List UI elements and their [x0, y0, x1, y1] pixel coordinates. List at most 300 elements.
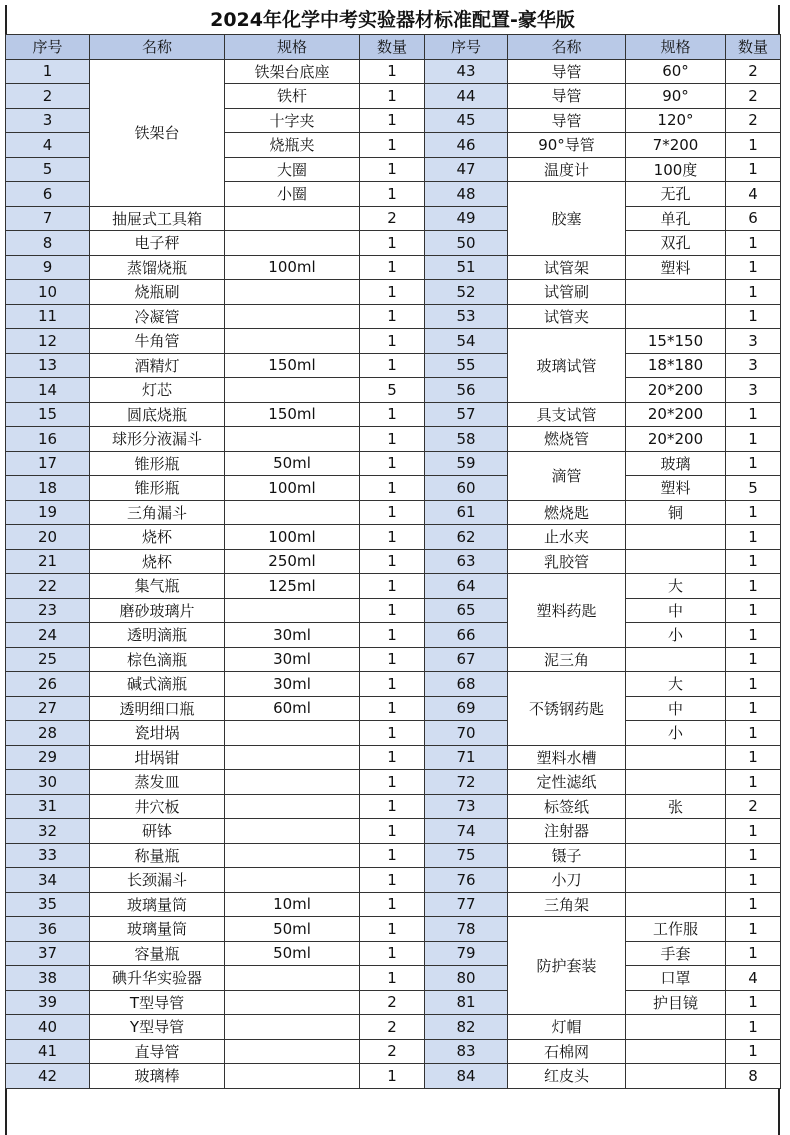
item-name: 坩埚钳 [90, 745, 225, 770]
item-spec: 烧瓶夹 [225, 133, 360, 158]
item-name: 滴管 [508, 451, 626, 500]
item-spec: 铁架台底座 [225, 59, 360, 84]
row-number: 82 [425, 1015, 508, 1040]
item-quantity: 1 [360, 231, 425, 256]
row-number: 50 [425, 231, 508, 256]
item-quantity: 1 [726, 623, 781, 648]
table-row [6, 941, 781, 966]
item-name: 锥形瓶 [90, 476, 225, 501]
item-name: 玻璃量筒 [90, 917, 225, 942]
item-name: 研钵 [90, 819, 225, 844]
table-row [6, 696, 781, 721]
item-name: 导管 [508, 108, 626, 133]
item-name: 燃烧管 [508, 427, 626, 452]
row-number: 67 [425, 647, 508, 672]
table-row [6, 1015, 781, 1040]
item-spec [225, 990, 360, 1015]
item-name: 冷凝管 [90, 304, 225, 329]
item-quantity: 4 [726, 966, 781, 991]
row-number: 19 [6, 500, 90, 525]
row-number: 63 [425, 549, 508, 574]
item-name: 棕色滴瓶 [90, 647, 225, 672]
item-quantity: 1 [726, 280, 781, 305]
item-name: 导管 [508, 59, 626, 84]
item-quantity: 1 [360, 182, 425, 207]
page-title: 2024年化学中考实验器材标准配置-豪华版 [210, 9, 575, 31]
table-row [6, 966, 781, 991]
item-spec [225, 206, 360, 231]
item-name: 红皮头 [508, 1064, 626, 1089]
item-spec [225, 427, 360, 452]
item-spec: 100度 [626, 157, 726, 182]
row-number: 29 [6, 745, 90, 770]
item-name: 透明细口瓶 [90, 696, 225, 721]
table-row [6, 745, 781, 770]
item-quantity: 1 [360, 525, 425, 550]
item-spec: 90° [626, 84, 726, 109]
item-spec [626, 770, 726, 795]
table-row [6, 353, 781, 378]
row-number: 24 [6, 623, 90, 648]
row-number: 32 [6, 819, 90, 844]
item-quantity: 1 [726, 304, 781, 329]
table-row [6, 868, 781, 893]
item-spec [225, 329, 360, 354]
row-number: 73 [425, 794, 508, 819]
item-spec: 250ml [225, 549, 360, 574]
row-number: 28 [6, 721, 90, 746]
item-quantity: 2 [726, 59, 781, 84]
item-spec: 15*150 [626, 329, 726, 354]
item-name: 标签纸 [508, 794, 626, 819]
item-spec: 30ml [225, 647, 360, 672]
item-quantity: 1 [360, 770, 425, 795]
item-quantity: 1 [726, 696, 781, 721]
item-quantity: 1 [360, 721, 425, 746]
item-name: 烧杯 [90, 525, 225, 550]
item-quantity: 1 [726, 1039, 781, 1064]
item-spec: 双孔 [626, 231, 726, 256]
row-number: 78 [425, 917, 508, 942]
item-name: 电子秤 [90, 231, 225, 256]
item-name: 导管 [508, 84, 626, 109]
item-name: 烧瓶刷 [90, 280, 225, 305]
row-number: 36 [6, 917, 90, 942]
row-number: 55 [425, 353, 508, 378]
item-quantity: 1 [360, 672, 425, 697]
item-quantity: 1 [360, 304, 425, 329]
item-spec [225, 1015, 360, 1040]
row-number: 59 [425, 451, 508, 476]
item-name: 具支试管 [508, 402, 626, 427]
item-spec: 大圈 [225, 157, 360, 182]
item-spec: 单孔 [626, 206, 726, 231]
table-row [6, 451, 781, 476]
table-row [6, 990, 781, 1015]
item-quantity: 1 [360, 500, 425, 525]
table-row [6, 329, 781, 354]
item-spec [626, 304, 726, 329]
item-name: 玻璃量筒 [90, 892, 225, 917]
item-quantity: 1 [726, 231, 781, 256]
table-row [6, 1039, 781, 1064]
item-name: 瓷坩埚 [90, 721, 225, 746]
item-spec: 塑料 [626, 255, 726, 280]
row-number: 27 [6, 696, 90, 721]
table-row [6, 721, 781, 746]
item-spec [626, 745, 726, 770]
item-quantity: 4 [726, 182, 781, 207]
item-spec: 20*200 [626, 402, 726, 427]
item-quantity: 1 [360, 280, 425, 305]
row-number: 7 [6, 206, 90, 231]
row-number: 33 [6, 843, 90, 868]
item-name: 试管刷 [508, 280, 626, 305]
item-name: 玻璃棒 [90, 1064, 225, 1089]
item-quantity: 1 [726, 525, 781, 550]
row-number: 42 [6, 1064, 90, 1089]
item-spec: 护目镜 [626, 990, 726, 1015]
item-quantity: 1 [726, 1015, 781, 1040]
row-number: 40 [6, 1015, 90, 1040]
item-spec [225, 770, 360, 795]
item-quantity: 1 [360, 966, 425, 991]
item-spec [626, 1015, 726, 1040]
row-number: 61 [425, 500, 508, 525]
row-number: 53 [425, 304, 508, 329]
item-quantity: 1 [726, 990, 781, 1015]
row-number: 76 [425, 868, 508, 893]
row-number: 21 [6, 549, 90, 574]
row-number: 66 [425, 623, 508, 648]
row-number: 22 [6, 574, 90, 599]
item-quantity: 1 [360, 574, 425, 599]
item-spec [225, 280, 360, 305]
item-spec: 铜 [626, 500, 726, 525]
table-row [6, 647, 781, 672]
item-name: 透明滴瓶 [90, 623, 225, 648]
table-row [6, 427, 781, 452]
item-name: 止水夹 [508, 525, 626, 550]
item-quantity: 1 [726, 157, 781, 182]
item-quantity: 1 [360, 1064, 425, 1089]
item-spec: 小圈 [225, 182, 360, 207]
table-body [6, 59, 781, 1088]
row-number: 18 [6, 476, 90, 501]
header-row [6, 35, 781, 60]
item-spec [626, 892, 726, 917]
item-name: 烧杯 [90, 549, 225, 574]
item-name: 铁架台 [90, 59, 225, 206]
item-quantity: 2 [726, 84, 781, 109]
item-spec [225, 500, 360, 525]
item-quantity: 1 [360, 427, 425, 452]
row-number: 9 [6, 255, 90, 280]
table-row [6, 623, 781, 648]
header-spec-right: 规格 [626, 35, 726, 60]
row-number: 79 [425, 941, 508, 966]
item-spec: 小 [626, 623, 726, 648]
item-spec: 50ml [225, 941, 360, 966]
item-name: 不锈钢药匙 [508, 672, 626, 746]
item-name: 试管夹 [508, 304, 626, 329]
item-spec: 50ml [225, 451, 360, 476]
table-row [6, 476, 781, 501]
item-name: 防护套装 [508, 917, 626, 1015]
item-name: 试管架 [508, 255, 626, 280]
table-row [6, 598, 781, 623]
item-spec: 125ml [225, 574, 360, 599]
item-spec: 大 [626, 672, 726, 697]
item-name: 石棉网 [508, 1039, 626, 1064]
item-quantity: 1 [360, 157, 425, 182]
row-number: 20 [6, 525, 90, 550]
row-number: 15 [6, 402, 90, 427]
row-number: 2 [6, 84, 90, 109]
item-quantity: 1 [360, 255, 425, 280]
item-quantity: 1 [360, 549, 425, 574]
item-quantity: 1 [360, 696, 425, 721]
header-qty-left: 数量 [360, 35, 425, 60]
item-quantity: 1 [726, 500, 781, 525]
item-spec [225, 843, 360, 868]
item-quantity: 1 [360, 84, 425, 109]
table-row [6, 917, 781, 942]
item-quantity: 2 [360, 1039, 425, 1064]
item-spec [225, 819, 360, 844]
item-quantity: 3 [726, 329, 781, 354]
row-number: 51 [425, 255, 508, 280]
item-quantity: 1 [360, 941, 425, 966]
item-spec: 150ml [225, 402, 360, 427]
item-name: 称量瓶 [90, 843, 225, 868]
row-number: 23 [6, 598, 90, 623]
item-quantity: 3 [726, 378, 781, 403]
row-number: 1 [6, 59, 90, 84]
row-number: 45 [425, 108, 508, 133]
item-quantity: 1 [360, 329, 425, 354]
item-spec: 无孔 [626, 182, 726, 207]
item-quantity: 2 [726, 108, 781, 133]
item-spec: 100ml [225, 525, 360, 550]
row-number: 3 [6, 108, 90, 133]
item-name: 蒸发皿 [90, 770, 225, 795]
item-name: 圆底烧瓶 [90, 402, 225, 427]
table-row [6, 794, 781, 819]
row-number: 57 [425, 402, 508, 427]
item-name: 小刀 [508, 868, 626, 893]
item-quantity: 1 [726, 868, 781, 893]
row-number: 34 [6, 868, 90, 893]
table-row [6, 59, 781, 84]
item-quantity: 1 [726, 843, 781, 868]
item-quantity: 1 [726, 427, 781, 452]
item-spec: 工作服 [626, 917, 726, 942]
header-qty-right: 数量 [726, 35, 781, 60]
row-number: 84 [425, 1064, 508, 1089]
row-number: 69 [425, 696, 508, 721]
item-spec: 60ml [225, 696, 360, 721]
header-spec-left: 规格 [225, 35, 360, 60]
item-name: Y型导管 [90, 1015, 225, 1040]
item-spec [225, 1064, 360, 1089]
item-quantity: 1 [360, 402, 425, 427]
row-number: 5 [6, 157, 90, 182]
row-number: 17 [6, 451, 90, 476]
item-spec: 50ml [225, 917, 360, 942]
table-row [6, 525, 781, 550]
row-number: 41 [6, 1039, 90, 1064]
row-number: 65 [425, 598, 508, 623]
item-name: 泥三角 [508, 647, 626, 672]
item-quantity: 1 [360, 819, 425, 844]
item-spec [225, 304, 360, 329]
item-name: 长颈漏斗 [90, 868, 225, 893]
item-spec: 大 [626, 574, 726, 599]
item-spec: 手套 [626, 941, 726, 966]
item-spec: 10ml [225, 892, 360, 917]
item-quantity: 1 [360, 476, 425, 501]
row-number: 54 [425, 329, 508, 354]
row-number: 11 [6, 304, 90, 329]
item-name: 注射器 [508, 819, 626, 844]
table-row [6, 231, 781, 256]
item-quantity: 1 [726, 672, 781, 697]
item-spec: 100ml [225, 255, 360, 280]
table-row [6, 304, 781, 329]
item-name: 塑料药匙 [508, 574, 626, 648]
item-name: 三角架 [508, 892, 626, 917]
item-spec: 张 [626, 794, 726, 819]
row-number: 64 [425, 574, 508, 599]
item-name: 碘升华实验器 [90, 966, 225, 991]
item-quantity: 5 [360, 378, 425, 403]
row-number: 6 [6, 182, 90, 207]
equipment-table [5, 34, 781, 1089]
item-spec [225, 745, 360, 770]
item-quantity: 6 [726, 206, 781, 231]
table-row [6, 770, 781, 795]
item-spec [225, 378, 360, 403]
table-row [6, 280, 781, 305]
row-number: 39 [6, 990, 90, 1015]
item-name: 直导管 [90, 1039, 225, 1064]
row-number: 71 [425, 745, 508, 770]
item-spec [626, 1064, 726, 1089]
row-number: 35 [6, 892, 90, 917]
item-spec: 20*200 [626, 378, 726, 403]
table-row [6, 819, 781, 844]
item-name: T型导管 [90, 990, 225, 1015]
header-no-right: 序号 [425, 35, 508, 60]
row-number: 49 [425, 206, 508, 231]
item-name: 温度计 [508, 157, 626, 182]
item-quantity: 1 [360, 794, 425, 819]
row-number: 75 [425, 843, 508, 868]
item-name: 抽屉式工具箱 [90, 206, 225, 231]
row-number: 14 [6, 378, 90, 403]
item-spec [626, 1039, 726, 1064]
item-quantity: 1 [360, 917, 425, 942]
item-quantity: 1 [360, 868, 425, 893]
row-number: 26 [6, 672, 90, 697]
row-number: 56 [425, 378, 508, 403]
item-quantity: 3 [726, 353, 781, 378]
item-spec: 30ml [225, 672, 360, 697]
row-number: 4 [6, 133, 90, 158]
item-quantity: 1 [726, 892, 781, 917]
item-name: 灯芯 [90, 378, 225, 403]
table-row [6, 255, 781, 280]
item-name: 牛角管 [90, 329, 225, 354]
item-name: 酒精灯 [90, 353, 225, 378]
item-quantity: 1 [360, 108, 425, 133]
item-name: 燃烧匙 [508, 500, 626, 525]
item-spec: 口罩 [626, 966, 726, 991]
row-number: 37 [6, 941, 90, 966]
item-spec: 20*200 [626, 427, 726, 452]
item-quantity: 1 [726, 647, 781, 672]
item-name: 锥形瓶 [90, 451, 225, 476]
row-number: 80 [425, 966, 508, 991]
item-spec: 120° [626, 108, 726, 133]
row-number: 52 [425, 280, 508, 305]
item-spec [626, 647, 726, 672]
item-spec [626, 843, 726, 868]
header-name-left: 名称 [90, 35, 225, 60]
row-number: 70 [425, 721, 508, 746]
item-spec: 7*200 [626, 133, 726, 158]
item-name: 碱式滴瓶 [90, 672, 225, 697]
item-quantity: 1 [726, 917, 781, 942]
item-spec [225, 794, 360, 819]
table-row [6, 843, 781, 868]
row-number: 58 [425, 427, 508, 452]
item-quantity: 1 [726, 819, 781, 844]
item-name: 球形分液漏斗 [90, 427, 225, 452]
item-quantity: 1 [726, 574, 781, 599]
table-row [6, 574, 781, 599]
item-spec [225, 721, 360, 746]
row-number: 68 [425, 672, 508, 697]
table-row [6, 892, 781, 917]
row-number: 46 [425, 133, 508, 158]
row-number: 25 [6, 647, 90, 672]
item-quantity: 2 [360, 990, 425, 1015]
row-number: 77 [425, 892, 508, 917]
item-spec: 铁杆 [225, 84, 360, 109]
row-number: 12 [6, 329, 90, 354]
item-quantity: 1 [726, 133, 781, 158]
item-name: 定性滤纸 [508, 770, 626, 795]
item-quantity: 1 [726, 770, 781, 795]
table-row [6, 206, 781, 231]
item-name: 井穴板 [90, 794, 225, 819]
item-spec [626, 868, 726, 893]
item-spec: 中 [626, 696, 726, 721]
row-number: 8 [6, 231, 90, 256]
row-number: 47 [425, 157, 508, 182]
item-spec [626, 280, 726, 305]
row-number: 48 [425, 182, 508, 207]
row-number: 83 [425, 1039, 508, 1064]
item-spec [626, 549, 726, 574]
item-name: 镊子 [508, 843, 626, 868]
row-number: 38 [6, 966, 90, 991]
item-quantity: 1 [360, 843, 425, 868]
item-spec: 十字夹 [225, 108, 360, 133]
item-quantity: 1 [360, 892, 425, 917]
